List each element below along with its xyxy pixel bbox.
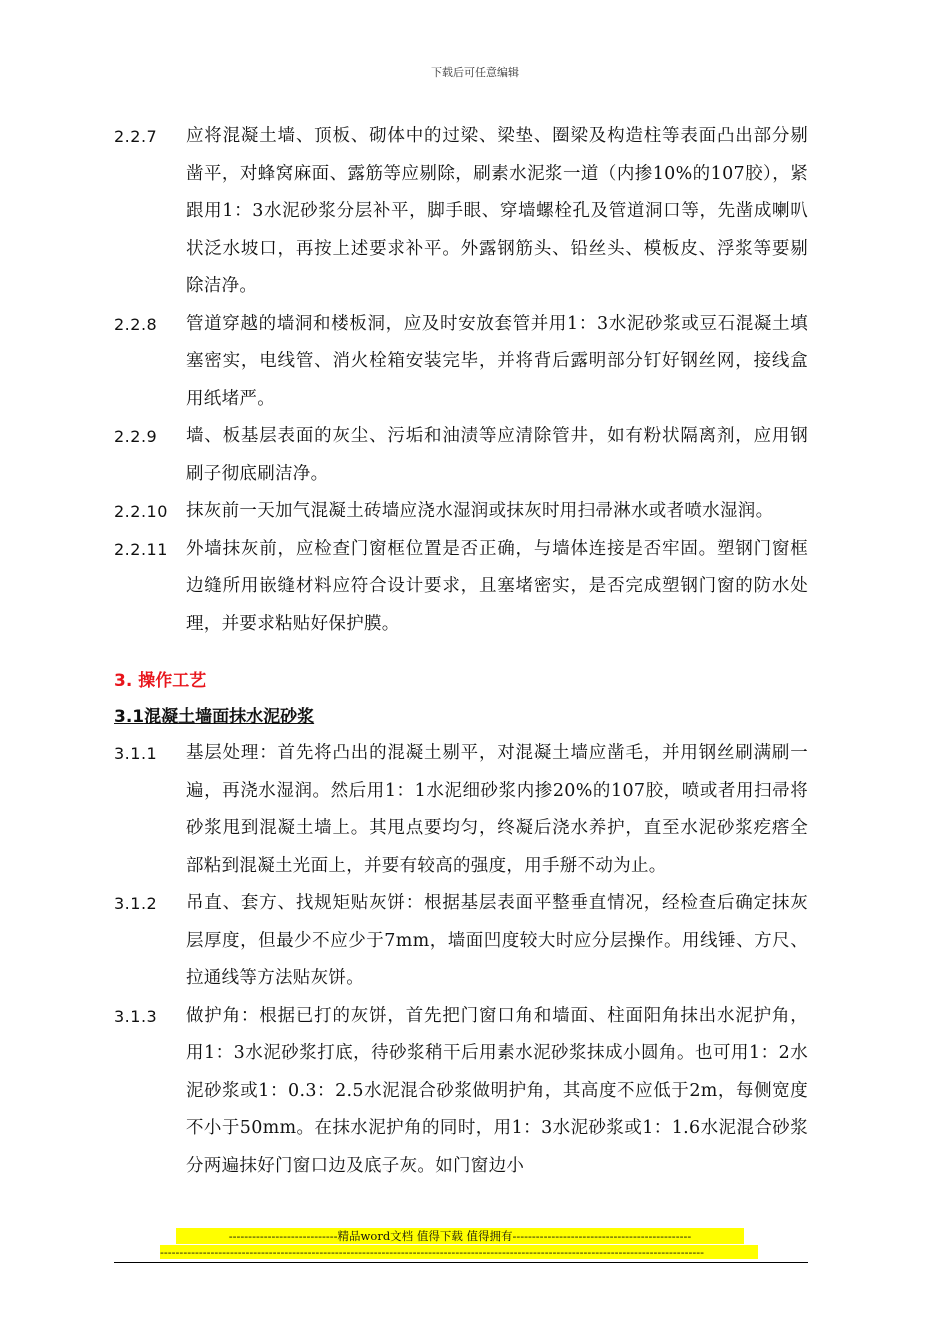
list-item: [114, 118, 808, 306]
item-text: 吊直、套方、找规矩贴灰饼：根据基层表面平整垂直情况，经检查后确定抹灰层厚度，但最少不应少于7mm，墙面凹度较大时应分层操作。用线锤、方尺、拉通线等方法贴灰饼。: [186, 893, 808, 988]
section-heading: 3. 操作工艺: [114, 671, 207, 691]
item-number: 2.2.11: [114, 539, 168, 559]
list-item: [114, 998, 808, 1186]
item-text: 墙、板基层表面的灰尘、污垢和油渍等应清除管井，如有粉状隔离剂，应用钢刷子彻底刷洁净。: [186, 426, 808, 484]
item-number: 2.2.9: [114, 427, 158, 446]
list-item: [114, 418, 808, 493]
item-number: 3.1.1: [114, 744, 158, 763]
item-text: 外墙抹灰前，应检查门窗框位置是否正确，与墙体连接是否牢固。塑钢门窗框边缝所用嵌缝材料应符合设计要求，且塞堵密实，是否完成塑钢门窗的防水处理，并要求粘贴好保护膜。: [186, 538, 808, 634]
item-text: 做护角：根据已打的灰饼，首先把门窗口角和墙面、柱面阳角抹出水泥护角，用1：3水泥砂浆打底，待砂浆稍干后用素水泥砂浆抹成小圆角。也可用1：2水泥砂浆或1：0.3：2.5水泥混合砂浆做明护角，其高度不应低于2m，每侧宽度不小于50mm。在抹水泥护角的同时，用1：3水泥砂浆或1：1.6水泥混合砂浆分两遍抹好门窗口边及底子灰。如门窗边小: [186, 1005, 808, 1176]
item-number: 3.1.2: [114, 894, 158, 913]
list-item: [114, 735, 808, 885]
list-item: [114, 531, 808, 644]
footer-banner: ----------------------------精品word文档 值得下载 值得拥有----------------------------------------------: [176, 1228, 744, 1244]
list-item: [114, 885, 808, 998]
item-number: 2.2.10: [114, 502, 168, 521]
item-text: 抹灰前一天加气混凝土砖墙应浇水湿润或抹灰时用扫帚淋水或者喷水湿润。: [186, 501, 774, 521]
footer-divider: [114, 1262, 808, 1263]
item-number: 2.2.7: [114, 127, 158, 146]
item-text: 管道穿越的墙洞和楼板洞，应及时安放套管并用1：3水泥砂浆或豆石混凝土填塞密实，电线管、消火栓箱安装完毕，并将背后露明部分钉好钢丝网，接线盒用纸堵严。: [186, 313, 808, 409]
item-text: 应将混凝土墙、顶板、砌体中的过梁、梁垫、圈梁及构造柱等表面凸出部分剔凿平，对蜂窝麻面、露筋等应剔除，刷素水泥浆一道（内掺10%的107胶），紧跟用1：3水泥砂浆分层补平，脚手眼、穿墙螺栓孔及管道洞口等，先凿成喇叭状泛水坡口，再按上述要求补平。外露钢筋头、铅丝头、模板皮、浮浆等要剔除洁净。: [186, 126, 808, 296]
page-header: 下载后可任意编辑: [431, 66, 519, 79]
list-item: [114, 306, 808, 419]
list-item: [114, 493, 808, 531]
item-text: 基层处理：首先将凸出的混凝土剔平，对混凝土墙应凿毛，并用钢丝刷满刷一遍，再浇水湿润。然后用1：1水泥细砂浆内掺20%的107胶，喷或者用扫帚将砂浆甩到混凝土墙上。其甩点要均匀，终凝后浇水养护，直至水泥砂浆疙瘩全部粘到混凝土光面上，并要有较高的强度，用手掰不动为止。: [186, 743, 808, 876]
item-number: 2.2.8: [114, 314, 158, 334]
subsection-heading: 3.1混凝土墙面抹水泥砂浆: [114, 707, 315, 727]
item-number: 3.1.3: [114, 1006, 158, 1026]
footer-dashes: --------------------------------------------------------------------------------------------------------------------------------------------: [160, 1245, 758, 1259]
document-body: [114, 118, 808, 1185]
